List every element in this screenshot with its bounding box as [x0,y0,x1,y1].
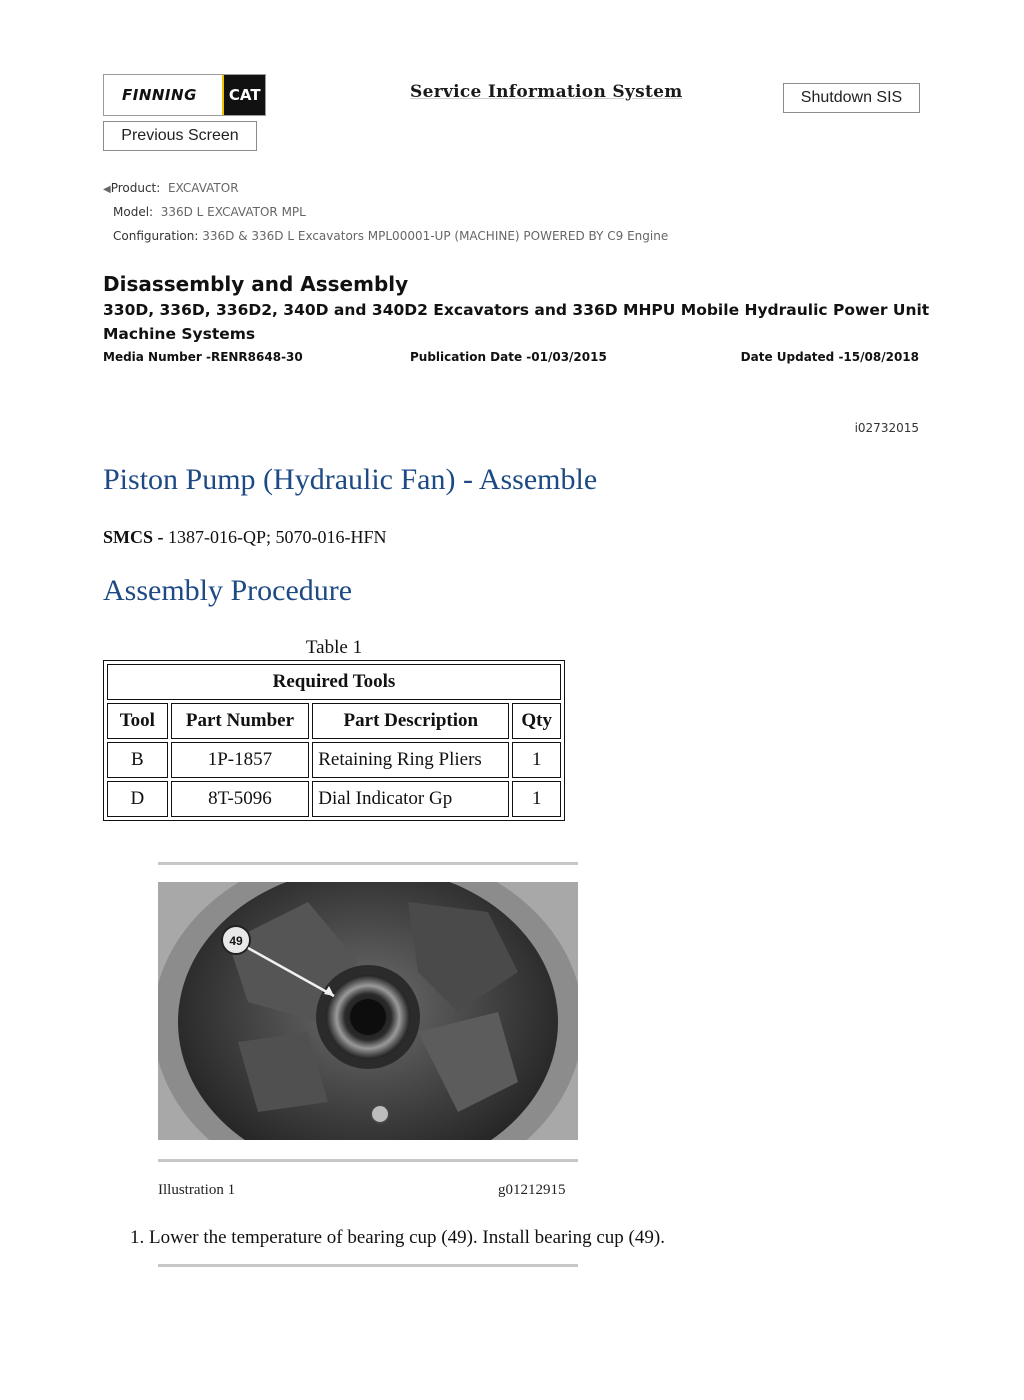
table-cell: Retaining Ring Pliers [312,742,509,778]
configuration-label: Configuration: [113,229,199,243]
cat-logo: CAT [222,75,265,115]
finning-logo-text: FINNING [122,86,197,104]
shutdown-sis-button[interactable]: Shutdown SIS [783,83,920,113]
page-title: Piston Pump (Hydraulic Fan) - Assemble [103,463,598,496]
callout-label: 49 [229,934,243,948]
table-caption: Table 1 [305,637,363,658]
pump-housing-photo [158,882,578,1140]
column-header: Part Number [171,703,310,739]
required-tools-table [103,660,565,821]
back-arrow-icon[interactable]: ◀ [103,184,111,195]
date-updated: Date Updated -15/08/2018 [740,350,919,364]
previous-screen-button[interactable]: Previous Screen [103,121,257,151]
product-label: Product: [110,181,161,195]
smcs-label: SMCS - [103,527,164,547]
document-heading: Disassembly and Assembly [103,272,409,296]
document-id: i02732015 [854,421,919,435]
table-title: Required Tools [107,664,561,700]
publication-date: Publication Date -01/03/2015 [410,350,607,364]
divider [158,862,578,865]
model-value: 336D L EXCAVATOR MPL [160,205,306,219]
illustration-caption: Illustration 1 [158,1182,236,1198]
finning-cat-logo [103,74,266,116]
smcs-value: 1387-016-QP; 5070-016-HFN [168,527,387,547]
table-cell: 1 [512,742,561,778]
table-cell: 1 [512,781,561,817]
column-header: Tool [107,703,168,739]
media-number: Media Number -RENR8648-30 [103,350,303,364]
table-cell: B [107,742,168,778]
sis-title: Service Information System [410,82,683,102]
document-subheading: 330D, 336D, 336D2, 340D and 340D2 Excavators and 336D MHPU Mobile Hydraulic Power Unit Machine Systems [103,301,930,343]
product-line [103,181,239,195]
model-label: Model: [113,205,154,219]
divider [158,1264,578,1267]
divider [158,1159,578,1162]
procedure-step-1: 1. Lower the temperature of bearing cup (49). Install bearing cup (49). [130,1227,665,1248]
column-header: Qty [512,703,561,739]
model-line [113,205,306,219]
illustration-graphic-id: g01212915 [498,1182,566,1198]
configuration-value: 336D & 336D L Excavators MPL00001-UP (MACHINE) POWERED BY C9 Engine [202,229,669,243]
table-row [107,781,561,817]
product-value: EXCAVATOR [167,181,239,195]
section-title: Assembly Procedure [103,574,353,607]
table-cell: 1P-1857 [171,742,310,778]
table-row [107,742,561,778]
table-cell: 8T-5096 [171,781,310,817]
column-header: Part Description [312,703,509,739]
table-cell: D [107,781,168,817]
smcs-codes [103,527,387,548]
configuration-line [113,229,668,243]
table-cell: Dial Indicator Gp [312,781,509,817]
